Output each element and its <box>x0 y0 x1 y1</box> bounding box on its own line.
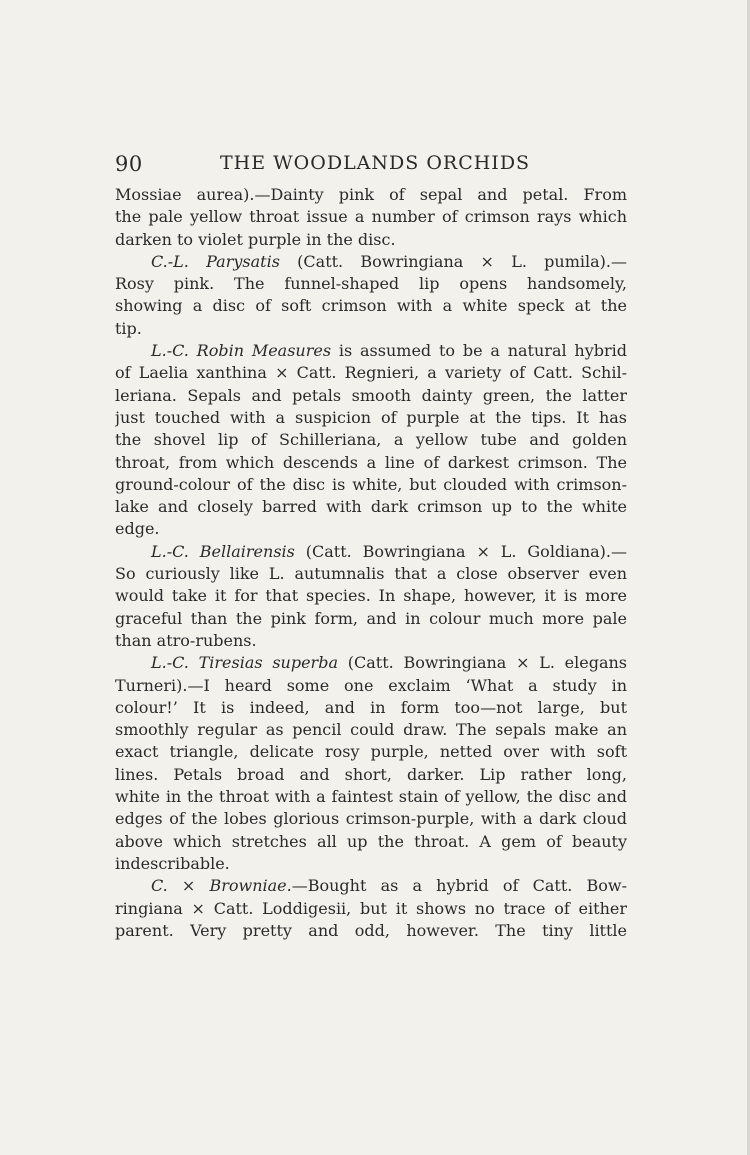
line-text: edges of the lobes glorious crimson-purple, with a dark cloud <box>115 809 627 829</box>
line-text: Rosy pink. The funnel-shaped lip opens handsomely, <box>115 274 627 294</box>
line-text: (Catt. Bowringiana × L. elegans <box>338 653 627 673</box>
text-line <box>115 808 627 830</box>
line-text: ringiana × Catt. Loddigesii, but it shows no trace of either <box>115 898 627 918</box>
line-text: of Laelia xanthina × Catt. Regnieri, a variety of Catt. Schil- <box>115 363 627 383</box>
text-line <box>115 563 627 585</box>
line-text: would take it for that species. In shape, however, it is more <box>115 586 627 606</box>
text-line <box>115 429 627 451</box>
line-text: (Catt. Bowringiana × L. pumila).— <box>279 251 627 271</box>
text-line <box>115 251 627 273</box>
line-text: Mossiae aurea).—Dainty pink of sepal and petal. From <box>115 185 627 204</box>
line-text: Turneri).—I heard some one exclaim ‘What a study in <box>115 675 627 695</box>
text-line <box>115 764 627 786</box>
text-line <box>115 474 627 496</box>
line-text: than atro-rubens. <box>115 630 257 650</box>
text-line <box>115 608 627 630</box>
line-text: So curiously like L. autumnalis that a close observer even <box>115 564 627 584</box>
orchid-name: C.-L. Parysatis <box>151 251 280 271</box>
line-text: just touched with a suspicion of purple at the tips. It has <box>115 407 627 427</box>
text-line <box>115 697 627 719</box>
line-text: above which stretches all up the throat. A gem of beauty <box>115 831 627 851</box>
line-text: showing a disc of soft crimson with a white speck at the <box>115 296 627 316</box>
orchid-name: L.-C. Robin Measures <box>151 341 332 361</box>
text-line <box>115 318 627 340</box>
line-text: indescribable. <box>115 853 230 873</box>
line-text: is assumed to be a natural hybrid <box>331 341 627 361</box>
line-text: (Catt. Bowringiana × L. Goldiana).— <box>294 541 627 561</box>
text-line <box>115 920 627 942</box>
text-line <box>115 585 627 607</box>
text-line <box>115 518 627 540</box>
text-line <box>115 496 627 518</box>
text-line <box>115 741 627 763</box>
running-head: THE WOODLANDS ORCHIDS <box>220 152 531 174</box>
orchid-name: C. × Browniae. <box>151 876 292 896</box>
orchid-name: L.-C. Bellairensis <box>151 541 295 561</box>
text-line <box>115 652 627 674</box>
line-text: tip. <box>115 318 142 338</box>
text-line <box>115 362 627 384</box>
text-line <box>115 875 627 897</box>
text-line <box>115 675 627 697</box>
text-line <box>115 831 627 853</box>
text-line <box>115 452 627 474</box>
text-line <box>115 206 627 228</box>
line-text: leriana. Sepals and petals smooth dainty green, the latter <box>115 385 627 405</box>
text-line <box>115 385 627 407</box>
text-line <box>115 786 627 808</box>
line-text: ground-colour of the disc is white, but clouded with crimson- <box>115 474 627 494</box>
line-text: parent. Very pretty and odd, however. The tiny little <box>115 920 627 940</box>
body-text <box>115 184 627 942</box>
text-line <box>115 340 627 362</box>
line-text: white in the throat with a faintest stain of yellow, the disc and <box>115 787 627 807</box>
text-line <box>115 630 627 652</box>
line-text: colour!’ It is indeed, and in form too—not large, but <box>115 697 627 717</box>
orchid-name: L.-C. Tiresias superba <box>151 653 338 673</box>
line-text: exact triangle, delicate rosy purple, netted over with soft <box>115 742 627 762</box>
line-text: graceful than the pink form, and in colour much more pale <box>115 608 627 628</box>
line-text: throat, from which descends a line of darkest crimson. The <box>115 452 627 472</box>
line-text: smoothly regular as pencil could draw. The sepals make an <box>115 720 627 740</box>
line-text: lines. Petals broad and short, darker. Lip rather long, <box>115 764 627 784</box>
line-text: —Bought as a hybrid of Catt. Bow- <box>291 876 627 896</box>
text-line <box>115 719 627 741</box>
text-line <box>115 184 627 206</box>
line-text: edge. <box>115 519 160 539</box>
text-line <box>115 229 627 251</box>
text-line <box>115 898 627 920</box>
text-line <box>115 273 627 295</box>
line-text: lake and closely barred with dark crimson up to the white <box>115 497 627 517</box>
text-line <box>115 407 627 429</box>
text-line <box>115 295 627 317</box>
page-number: 90 <box>115 152 143 176</box>
line-text: darken to violet purple in the disc. <box>115 229 396 249</box>
text-line <box>115 541 627 563</box>
line-text: the pale yellow throat issue a number of crimson rays which <box>115 207 627 227</box>
text-line <box>115 853 627 875</box>
page-header <box>115 152 630 180</box>
line-text: the shovel lip of Schilleriana, a yellow tube and golden <box>115 430 627 450</box>
